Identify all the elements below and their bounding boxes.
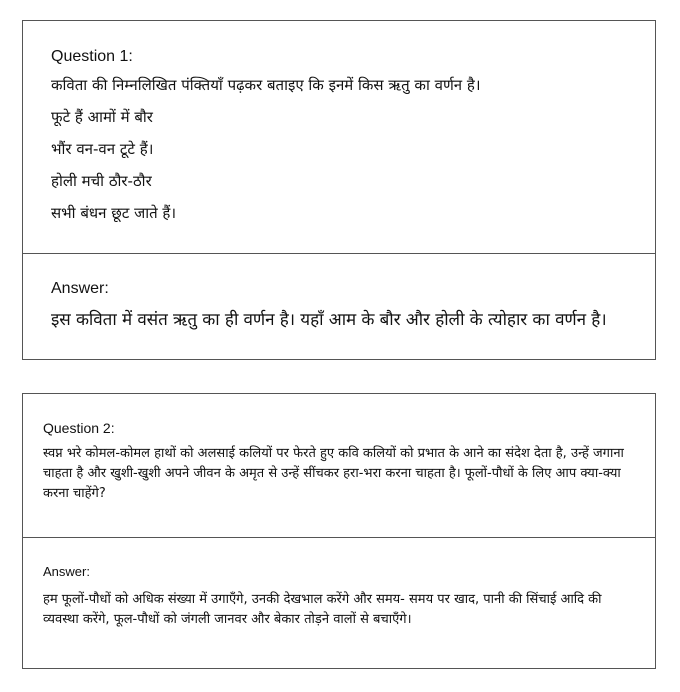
answer-2-label: Answer: <box>43 564 90 579</box>
question-1-prompt: कविता की निम्नलिखित पंक्तियाँ पढ़कर बताइए कि इनमें किस ऋतु का वर्णन है। <box>51 76 481 94</box>
question-2-section <box>23 394 655 537</box>
question-2-card <box>22 393 656 669</box>
question-1-label: Question 1: <box>51 48 133 65</box>
question-2-prompt: स्वप्न भरे कोमल-कोमल हाथों को अलसाई कलियों पर फेरते हुए कवि कलियों को प्रभात के आने का संदेश देता है, उन्हें जगाना चाहता है और खुशी-खुशी अपने जीवन के अमृत से उन्हें सींचकर हरा-भरा करना चाहता है। फूलों-पौधों के लिए आप क्या-क्या करना चाहेंगे? <box>43 446 624 501</box>
verse-line-2: भौंर वन-वन टूटे हैं। <box>51 140 154 158</box>
question-1-card <box>22 20 656 360</box>
answer-1-label: Answer: <box>51 280 109 297</box>
question-1-section <box>23 21 655 253</box>
question-2-label: Question 2: <box>43 420 115 436</box>
answer-2-text: हम फूलों-पौधों को अधिक संख्या में उगाएँगे, उनकी देखभाल करेंगे और समय- समय पर खाद, पानी की सिंचाई आदि की व्यवस्था करेंगे, फूल-पौधों को जंगली जानवर और बेकार तोड़ने वालों से बचाएँगे। <box>43 592 602 627</box>
answer-1-text: इस कविता में वसंत ऋतु का ही वर्णन है। यहाँ आम के बौर और होली के त्योहार का वर्णन है। <box>51 310 607 330</box>
answer-1-section <box>23 254 655 359</box>
verse-line-4: सभी बंधन छूट जाते हैं। <box>51 204 177 222</box>
answer-2-section <box>23 538 655 668</box>
verse-line-3: होली मची ठौर-ठौर <box>51 172 152 190</box>
verse-line-1: फूटे हैं आमों में बौर <box>51 108 153 126</box>
